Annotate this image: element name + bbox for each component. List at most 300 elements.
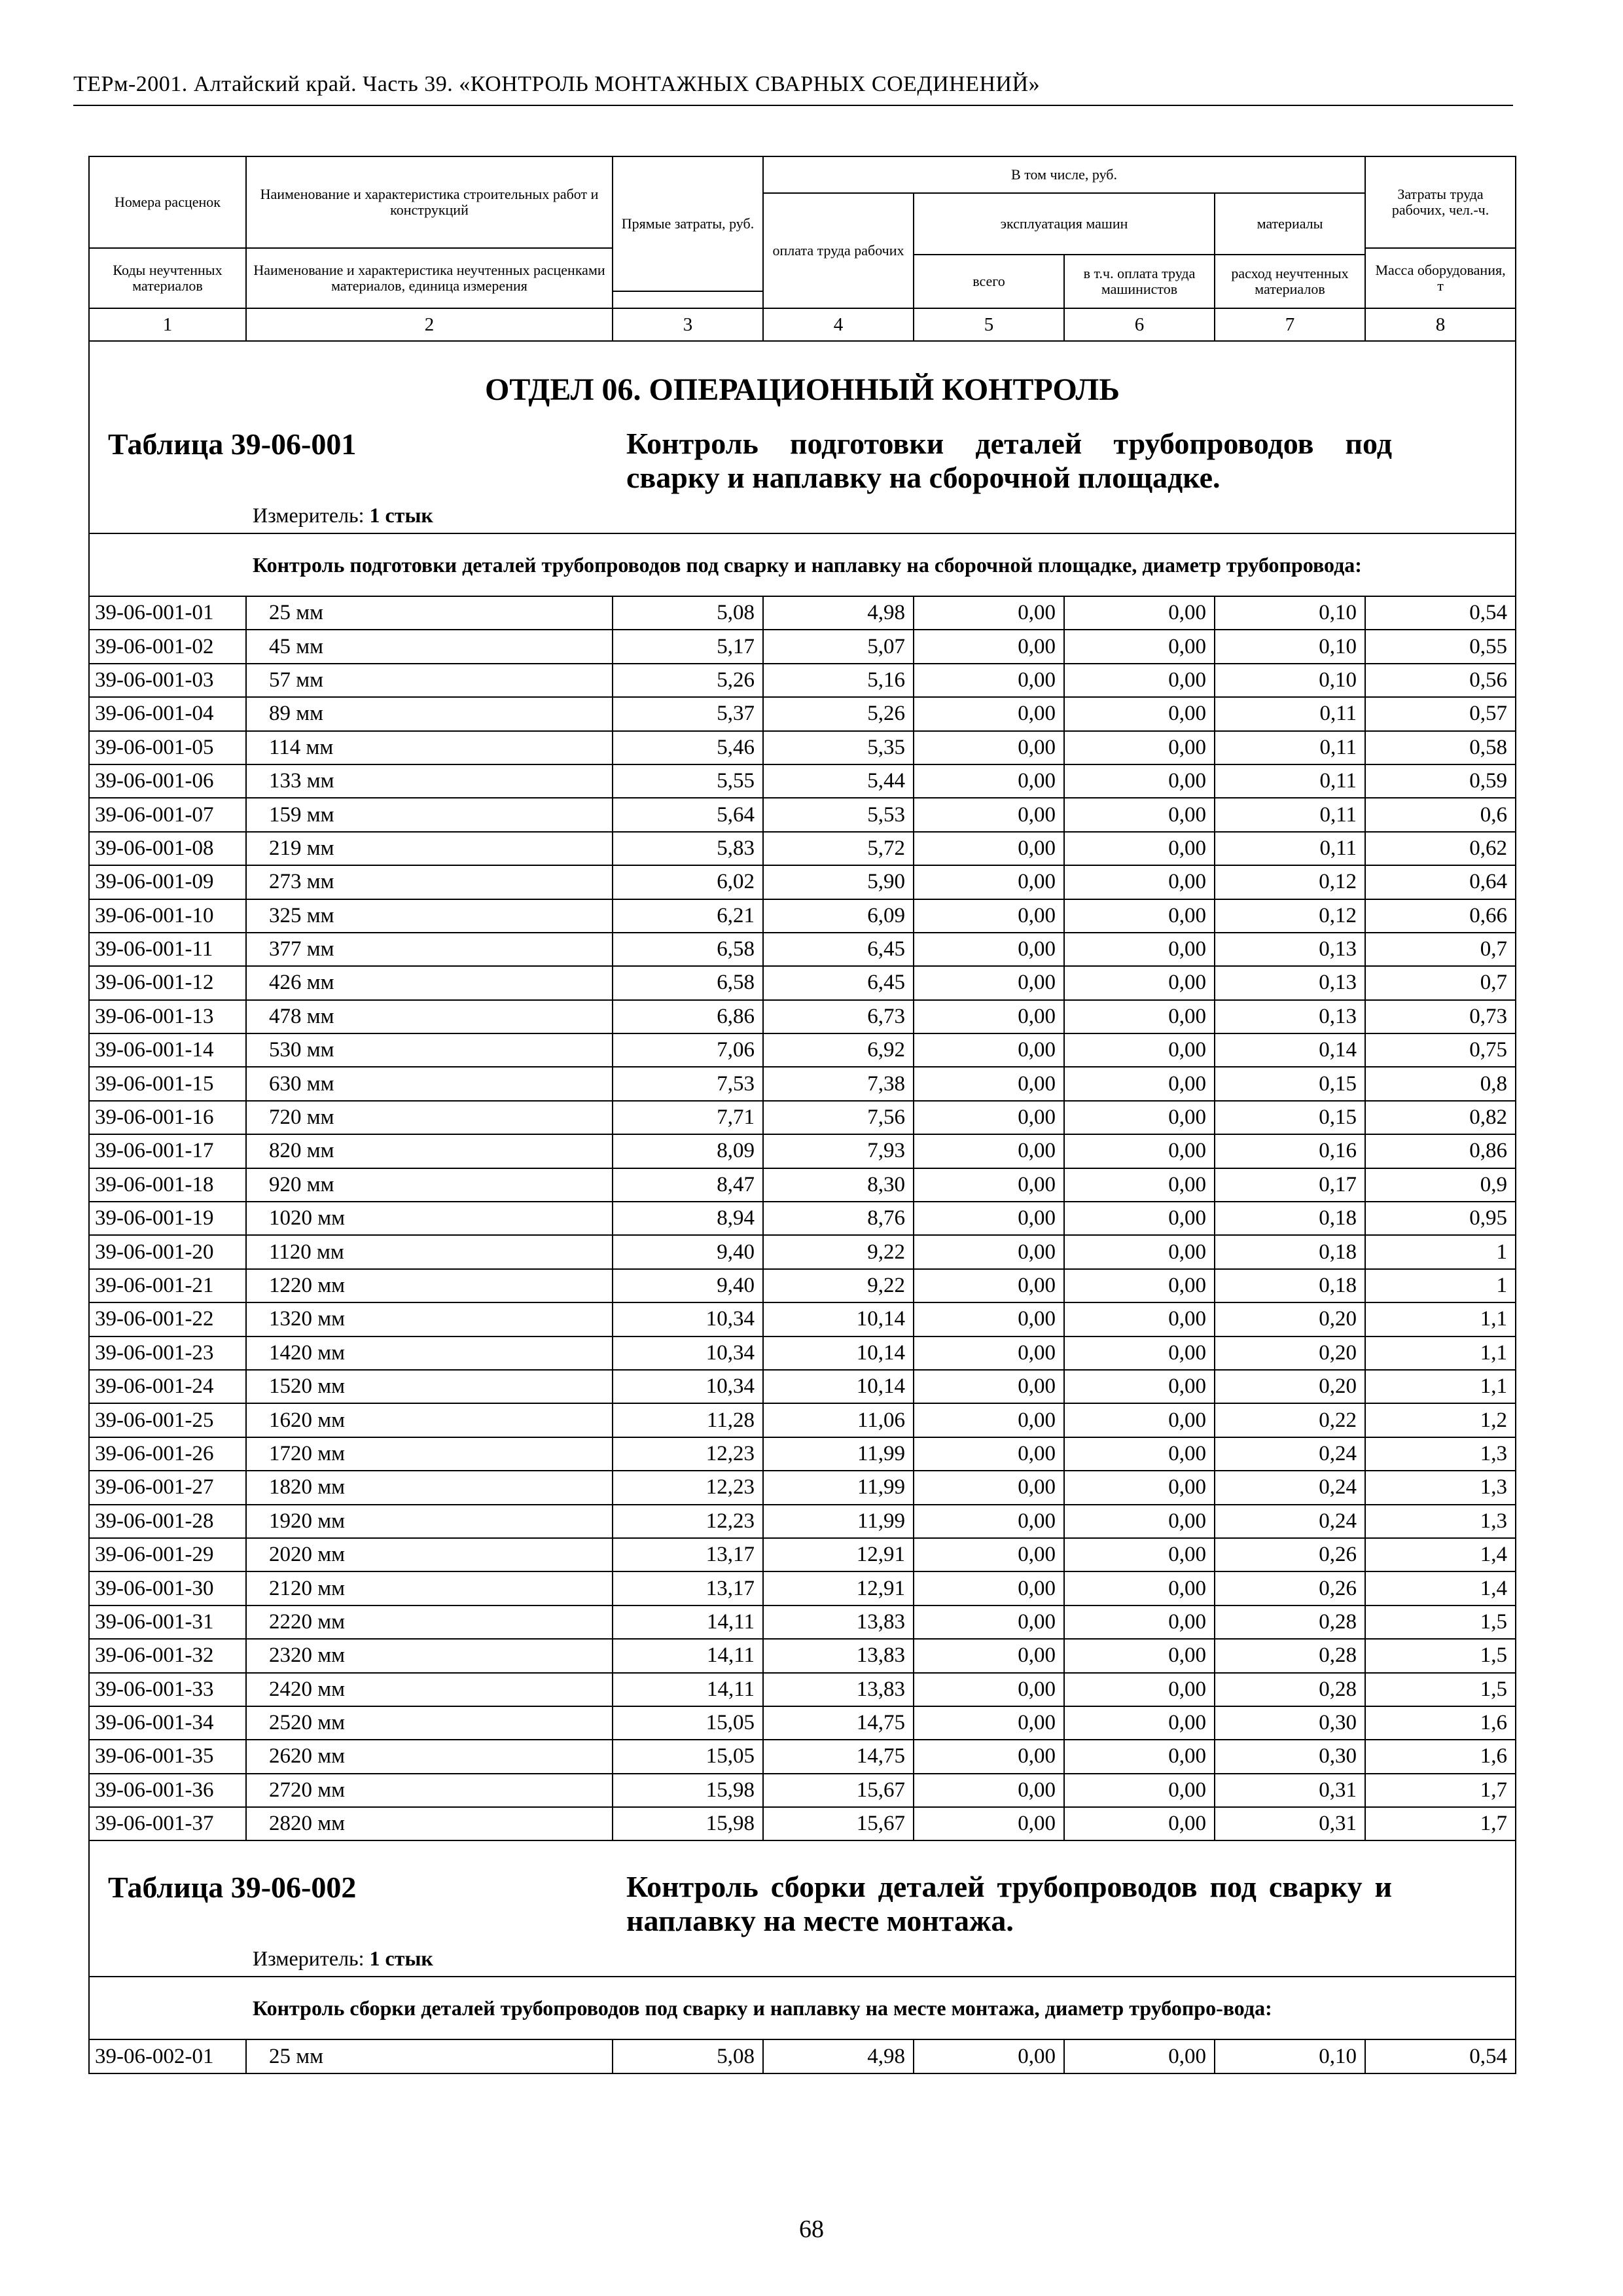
cell-materials: 0,20 — [1215, 1302, 1365, 1336]
cell-direct-costs: 9,40 — [613, 1269, 763, 1302]
table-row — [89, 1033, 1516, 1067]
cell-materials: 0,12 — [1215, 899, 1365, 933]
cell-labor-hours: 1,4 — [1365, 1571, 1516, 1605]
column-number: 4 — [763, 308, 914, 341]
cell-labor-hours: 1,1 — [1365, 1370, 1516, 1403]
cell-operator-pay: 0,00 — [1064, 966, 1215, 999]
cell-labor-hours: 1,1 — [1365, 1336, 1516, 1370]
cell-diameter: 2520 мм — [246, 1706, 613, 1740]
cell-rate-code: 39-06-001-10 — [89, 899, 246, 933]
cell-diameter: 820 мм — [246, 1134, 613, 1168]
cell-materials: 0,10 — [1215, 664, 1365, 697]
cell-machines-total: 0,00 — [914, 1067, 1064, 1100]
cell-machines-total: 0,00 — [914, 1168, 1064, 1202]
cell-machines-total: 0,00 — [914, 899, 1064, 933]
col-header-unaccounted-materials: расход неучтенных материалов — [1215, 255, 1365, 308]
table-row — [89, 1673, 1516, 1706]
table-row — [89, 1807, 1516, 1840]
cell-machines-total: 0,00 — [914, 865, 1064, 899]
header-rule — [73, 105, 1513, 106]
cell-machines-total: 0,00 — [914, 1202, 1064, 1235]
cell-machines-total: 0,00 — [914, 1437, 1064, 1471]
cell-worker-pay: 14,75 — [763, 1740, 914, 1773]
table-row — [89, 1471, 1516, 1504]
cell-worker-pay: 13,83 — [763, 1639, 914, 1672]
cell-operator-pay: 0,00 — [1064, 630, 1215, 663]
cell-operator-pay: 0,00 — [1064, 1505, 1215, 1538]
cell-labor-hours: 1 — [1365, 1269, 1516, 1302]
cell-diameter: 1720 мм — [246, 1437, 613, 1471]
table-row — [89, 1302, 1516, 1336]
cell-diameter: 630 мм — [246, 1067, 613, 1100]
cell-machines-total: 0,00 — [914, 1673, 1064, 1706]
cell-materials: 0,11 — [1215, 832, 1365, 865]
cell-labor-hours: 1,3 — [1365, 1505, 1516, 1538]
table-row — [89, 697, 1516, 730]
table-1-description: Контроль подготовки деталей трубопроводов под сварку и наплавку на сборочной площадке. — [626, 427, 1392, 494]
cell-materials: 0,18 — [1215, 1202, 1365, 1235]
cell-direct-costs: 14,11 — [613, 1605, 763, 1639]
cell-diameter: 89 мм — [246, 697, 613, 730]
cell-machines-total: 0,00 — [914, 1639, 1064, 1672]
table-row — [89, 798, 1516, 831]
cell-operator-pay: 0,00 — [1064, 1067, 1215, 1100]
cell-worker-pay: 9,22 — [763, 1269, 914, 1302]
cell-diameter: 133 мм — [246, 764, 613, 798]
table-row — [89, 1336, 1516, 1370]
section-title: ОТДЕЛ 06. ОПЕРАЦИОННЫЙ КОНТРОЛЬ — [485, 372, 1120, 407]
cell-operator-pay: 0,00 — [1064, 1639, 1215, 1672]
cell-materials: 0,15 — [1215, 1101, 1365, 1134]
cell-materials: 0,28 — [1215, 1605, 1365, 1639]
cell-rate-code: 39-06-001-30 — [89, 1571, 246, 1605]
cell-direct-costs: 6,86 — [613, 1000, 763, 1033]
table-row — [89, 933, 1516, 966]
cell-diameter: 57 мм — [246, 664, 613, 697]
cell-diameter: 2720 мм — [246, 1774, 613, 1807]
cell-labor-hours: 0,56 — [1365, 664, 1516, 697]
cell-labor-hours: 1,5 — [1365, 1673, 1516, 1706]
cell-diameter: 159 мм — [246, 798, 613, 831]
cell-operator-pay: 0,00 — [1064, 1202, 1215, 1235]
cell-materials: 0,26 — [1215, 1538, 1365, 1571]
cell-direct-costs: 6,02 — [613, 865, 763, 899]
table-row — [89, 731, 1516, 764]
col-header-machines: эксплуатация машин — [914, 193, 1215, 255]
cell-materials: 0,20 — [1215, 1336, 1365, 1370]
table-row — [89, 1740, 1516, 1773]
col-header-operator-pay: в т.ч. оплата труда машинистов — [1064, 255, 1215, 308]
cell-rate-code: 39-06-001-15 — [89, 1067, 246, 1100]
table-row — [89, 899, 1516, 933]
cell-labor-hours: 1,3 — [1365, 1471, 1516, 1504]
cell-rate-code: 39-06-001-09 — [89, 865, 246, 899]
column-number: 5 — [914, 308, 1064, 341]
table-1-rows — [89, 596, 1516, 1840]
cell-worker-pay: 13,83 — [763, 1605, 914, 1639]
cell-materials: 0,13 — [1215, 933, 1365, 966]
table-1-subheading: Контроль подготовки деталей трубопроводов под сварку и наплавку на сборочной площадке, диаметр трубопровода: — [89, 533, 1516, 596]
cell-machines-total: 0,00 — [914, 1134, 1064, 1168]
cell-rate-code: 39-06-001-18 — [89, 1168, 246, 1202]
cell-worker-pay: 11,99 — [763, 1437, 914, 1471]
cell-labor-hours: 1,2 — [1365, 1403, 1516, 1437]
table-1-header-block — [89, 341, 1516, 533]
cell-diameter: 920 мм — [246, 1168, 613, 1202]
cell-labor-hours: 0,86 — [1365, 1134, 1516, 1168]
cell-direct-costs: 7,71 — [613, 1101, 763, 1134]
cell-worker-pay: 6,09 — [763, 899, 914, 933]
cell-worker-pay: 4,98 — [763, 2039, 914, 2073]
col-header-material-codes: Коды неучтенных материалов — [89, 248, 246, 308]
cell-operator-pay: 0,00 — [1064, 731, 1215, 764]
cell-materials: 0,18 — [1215, 1235, 1365, 1268]
cell-direct-costs: 6,21 — [613, 899, 763, 933]
cell-materials: 0,26 — [1215, 1571, 1365, 1605]
cell-materials: 0,22 — [1215, 1403, 1365, 1437]
column-number: 2 — [246, 308, 613, 341]
cell-operator-pay: 0,00 — [1064, 1101, 1215, 1134]
table-2-meter: Измеритель: 1 стык — [253, 1946, 433, 1971]
cell-rate-code: 39-06-001-12 — [89, 966, 246, 999]
cell-materials: 0,28 — [1215, 1639, 1365, 1672]
cell-worker-pay: 7,56 — [763, 1101, 914, 1134]
table-row — [89, 1168, 1516, 1202]
table-2-subheading: Контроль сборки деталей трубопроводов под сварку и наплавку на месте монтажа, диаметр трубопро-вода: — [89, 1977, 1516, 2039]
table-row — [89, 1370, 1516, 1403]
cell-direct-costs: 15,98 — [613, 1807, 763, 1840]
cell-machines-total: 0,00 — [914, 1774, 1064, 1807]
cell-labor-hours: 1,1 — [1365, 1302, 1516, 1336]
cell-rate-code: 39-06-001-32 — [89, 1639, 246, 1672]
cell-worker-pay: 6,73 — [763, 1000, 914, 1033]
cell-operator-pay: 0,00 — [1064, 832, 1215, 865]
cell-rate-code: 39-06-001-02 — [89, 630, 246, 663]
table-2-rows — [89, 2039, 1516, 2073]
rates-sheet — [88, 156, 1515, 2074]
cell-machines-total: 0,00 — [914, 1605, 1064, 1639]
cell-rate-code: 39-06-001-36 — [89, 1774, 246, 1807]
cell-materials: 0,13 — [1215, 966, 1365, 999]
cell-materials: 0,11 — [1215, 731, 1365, 764]
cell-rate-code: 39-06-001-16 — [89, 1101, 246, 1134]
cell-materials: 0,24 — [1215, 1437, 1365, 1471]
cell-labor-hours: 0,57 — [1365, 697, 1516, 730]
rates-table — [88, 156, 1516, 2074]
cell-labor-hours: 0,73 — [1365, 1000, 1516, 1033]
cell-machines-total: 0,00 — [914, 1101, 1064, 1134]
cell-operator-pay: 0,00 — [1064, 1134, 1215, 1168]
table-row — [89, 2039, 1516, 2073]
col-header-work-name: Наименование и характеристика строительных работ и конструкций — [246, 156, 613, 248]
cell-rate-code: 39-06-001-01 — [89, 596, 246, 630]
cell-labor-hours: 1,5 — [1365, 1605, 1516, 1639]
cell-machines-total: 0,00 — [914, 1000, 1064, 1033]
table-1-meter: Измеритель: 1 стык — [253, 503, 433, 527]
cell-materials: 0,10 — [1215, 630, 1365, 663]
table-row — [89, 1774, 1516, 1807]
table-row — [89, 832, 1516, 865]
page-number: 68 — [799, 2215, 824, 2243]
cell-direct-costs: 6,58 — [613, 966, 763, 999]
cell-machines-total: 0,00 — [914, 764, 1064, 798]
cell-machines-total: 0,00 — [914, 1505, 1064, 1538]
cell-labor-hours: 0,7 — [1365, 966, 1516, 999]
cell-rate-code: 39-06-001-08 — [89, 832, 246, 865]
cell-worker-pay: 11,99 — [763, 1471, 914, 1504]
cell-direct-costs: 15,05 — [613, 1706, 763, 1740]
cell-operator-pay: 0,00 — [1064, 1740, 1215, 1773]
cell-operator-pay: 0,00 — [1064, 865, 1215, 899]
cell-direct-costs: 14,11 — [613, 1639, 763, 1672]
cell-diameter: 1220 мм — [246, 1269, 613, 1302]
table-2-description: Контроль сборки деталей трубопроводов под сварку и наплавку на месте монтажа. — [626, 1870, 1392, 1938]
cell-diameter: 1420 мм — [246, 1336, 613, 1370]
cell-labor-hours: 0,6 — [1365, 798, 1516, 831]
cell-direct-costs: 15,98 — [613, 1774, 763, 1807]
cell-rate-code: 39-06-001-07 — [89, 798, 246, 831]
cell-labor-hours: 1,3 — [1365, 1437, 1516, 1471]
cell-rate-code: 39-06-001-28 — [89, 1505, 246, 1538]
cell-worker-pay: 6,45 — [763, 966, 914, 999]
cell-machines-total: 0,00 — [914, 1571, 1064, 1605]
cell-labor-hours: 0,54 — [1365, 596, 1516, 630]
document-header-title: ТЕРм-2001. Алтайский край. Часть 39. «КОНТРОЛЬ МОНТАЖНЫХ СВАРНЫХ СОЕДИНЕНИЙ» — [73, 72, 1041, 96]
column-number: 3 — [613, 308, 763, 341]
cell-rate-code: 39-06-001-31 — [89, 1605, 246, 1639]
cell-labor-hours: 0,64 — [1365, 865, 1516, 899]
cell-worker-pay: 5,72 — [763, 832, 914, 865]
cell-labor-hours: 0,8 — [1365, 1067, 1516, 1100]
column-number: 6 — [1064, 308, 1215, 341]
cell-rate-code: 39-06-001-06 — [89, 764, 246, 798]
cell-rate-code: 39-06-002-01 — [89, 2039, 246, 2073]
cell-materials: 0,31 — [1215, 1774, 1365, 1807]
cell-machines-total: 0,00 — [914, 731, 1064, 764]
cell-machines-total: 0,00 — [914, 1370, 1064, 1403]
cell-diameter: 720 мм — [246, 1101, 613, 1134]
cell-materials: 0,10 — [1215, 596, 1365, 630]
cell-operator-pay: 0,00 — [1064, 1033, 1215, 1067]
column-number: 7 — [1215, 308, 1365, 341]
cell-operator-pay: 0,00 — [1064, 697, 1215, 730]
table-row — [89, 1235, 1516, 1268]
cell-operator-pay: 0,00 — [1064, 764, 1215, 798]
cell-operator-pay: 0,00 — [1064, 664, 1215, 697]
cell-machines-total: 0,00 — [914, 1302, 1064, 1336]
table-row — [89, 1067, 1516, 1100]
cell-operator-pay: 0,00 — [1064, 1571, 1215, 1605]
cell-materials: 0,14 — [1215, 1033, 1365, 1067]
cell-diameter: 25 мм — [246, 2039, 613, 2073]
cell-direct-costs: 8,09 — [613, 1134, 763, 1168]
cell-operator-pay: 0,00 — [1064, 933, 1215, 966]
cell-direct-costs: 11,28 — [613, 1403, 763, 1437]
cell-worker-pay: 9,22 — [763, 1235, 914, 1268]
cell-worker-pay: 5,07 — [763, 630, 914, 663]
table-row — [89, 1538, 1516, 1571]
cell-operator-pay: 0,00 — [1064, 798, 1215, 831]
cell-operator-pay: 0,00 — [1064, 1774, 1215, 1807]
cell-diameter: 25 мм — [246, 596, 613, 630]
cell-diameter: 1020 мм — [246, 1202, 613, 1235]
cell-labor-hours: 0,95 — [1365, 1202, 1516, 1235]
cell-direct-costs: 5,64 — [613, 798, 763, 831]
cell-operator-pay: 0,00 — [1064, 2039, 1215, 2073]
cell-labor-hours: 0,62 — [1365, 832, 1516, 865]
cell-diameter: 2020 мм — [246, 1538, 613, 1571]
col-header-rate-numbers: Номера расценок — [89, 156, 246, 248]
col-header-labor-hours: Затраты труда рабочих, чел.-ч. — [1365, 156, 1516, 248]
cell-operator-pay: 0,00 — [1064, 1168, 1215, 1202]
col-header-materials: материалы — [1215, 193, 1365, 255]
cell-materials: 0,12 — [1215, 865, 1365, 899]
cell-rate-code: 39-06-001-05 — [89, 731, 246, 764]
cell-diameter: 1120 мм — [246, 1235, 613, 1268]
cell-direct-costs: 5,37 — [613, 697, 763, 730]
cell-worker-pay: 5,16 — [763, 664, 914, 697]
cell-materials: 0,17 — [1215, 1168, 1365, 1202]
cell-machines-total: 0,00 — [914, 832, 1064, 865]
cell-rate-code: 39-06-001-17 — [89, 1134, 246, 1168]
cell-labor-hours: 1,7 — [1365, 1774, 1516, 1807]
cell-diameter: 45 мм — [246, 630, 613, 663]
cell-worker-pay: 10,14 — [763, 1370, 914, 1403]
cell-worker-pay: 5,53 — [763, 798, 914, 831]
cell-operator-pay: 0,00 — [1064, 899, 1215, 933]
table-2-number: Таблица 39-06-002 — [108, 1871, 357, 1905]
cell-direct-costs: 10,34 — [613, 1370, 763, 1403]
col-header-material-name: Наименование и характеристика неучтенных расценками материалов, единица измерения — [246, 248, 613, 308]
cell-labor-hours: 0,66 — [1365, 899, 1516, 933]
cell-worker-pay: 10,14 — [763, 1336, 914, 1370]
table-2-header-block — [89, 1840, 1516, 1977]
cell-labor-hours: 1,4 — [1365, 1538, 1516, 1571]
cell-diameter: 1520 мм — [246, 1370, 613, 1403]
cell-rate-code: 39-06-001-22 — [89, 1302, 246, 1336]
cell-machines-total: 0,00 — [914, 1403, 1064, 1437]
cell-diameter: 219 мм — [246, 832, 613, 865]
cell-labor-hours: 0,58 — [1365, 731, 1516, 764]
cell-labor-hours: 1,6 — [1365, 1740, 1516, 1773]
cell-rate-code: 39-06-001-24 — [89, 1370, 246, 1403]
cell-direct-costs: 8,47 — [613, 1168, 763, 1202]
cell-labor-hours: 0,82 — [1365, 1101, 1516, 1134]
table-row — [89, 1403, 1516, 1437]
cell-worker-pay: 8,76 — [763, 1202, 914, 1235]
cell-labor-hours: 0,7 — [1365, 933, 1516, 966]
cell-machines-total: 0,00 — [914, 966, 1064, 999]
cell-materials: 0,10 — [1215, 2039, 1365, 2073]
cell-direct-costs: 13,17 — [613, 1538, 763, 1571]
cell-diameter: 2420 мм — [246, 1673, 613, 1706]
table-row — [89, 865, 1516, 899]
table-row — [89, 966, 1516, 999]
cell-direct-costs: 12,23 — [613, 1505, 763, 1538]
cell-direct-costs: 10,34 — [613, 1336, 763, 1370]
table-1-number: Таблица 39-06-001 — [108, 427, 357, 461]
cell-operator-pay: 0,00 — [1064, 1437, 1215, 1471]
cell-materials: 0,11 — [1215, 764, 1365, 798]
cell-direct-costs: 5,46 — [613, 731, 763, 764]
cell-diameter: 114 мм — [246, 731, 613, 764]
cell-labor-hours: 1,6 — [1365, 1706, 1516, 1740]
col-header-machines-total: всего — [914, 255, 1064, 308]
cell-worker-pay: 13,83 — [763, 1673, 914, 1706]
cell-operator-pay: 0,00 — [1064, 1538, 1215, 1571]
cell-direct-costs: 6,58 — [613, 933, 763, 966]
cell-worker-pay: 6,45 — [763, 933, 914, 966]
cell-machines-total: 0,00 — [914, 1740, 1064, 1773]
cell-materials: 0,24 — [1215, 1505, 1365, 1538]
cell-worker-pay: 15,67 — [763, 1774, 914, 1807]
cell-diameter: 1320 мм — [246, 1302, 613, 1336]
cell-materials: 0,20 — [1215, 1370, 1365, 1403]
cell-operator-pay: 0,00 — [1064, 1235, 1215, 1268]
cell-worker-pay: 11,06 — [763, 1403, 914, 1437]
cell-operator-pay: 0,00 — [1064, 1673, 1215, 1706]
cell-worker-pay: 4,98 — [763, 596, 914, 630]
cell-worker-pay: 7,93 — [763, 1134, 914, 1168]
cell-materials: 0,31 — [1215, 1807, 1365, 1840]
cell-operator-pay: 0,00 — [1064, 1605, 1215, 1639]
cell-rate-code: 39-06-001-03 — [89, 664, 246, 697]
cell-materials: 0,15 — [1215, 1067, 1365, 1100]
cell-direct-costs: 12,23 — [613, 1437, 763, 1471]
cell-rate-code: 39-06-001-27 — [89, 1471, 246, 1504]
cell-direct-costs: 10,34 — [613, 1302, 763, 1336]
cell-diameter: 1920 мм — [246, 1505, 613, 1538]
cell-materials: 0,18 — [1215, 1269, 1365, 1302]
cell-direct-costs: 5,55 — [613, 764, 763, 798]
cell-rate-code: 39-06-001-33 — [89, 1673, 246, 1706]
cell-direct-costs: 7,53 — [613, 1067, 763, 1100]
cell-worker-pay: 5,35 — [763, 731, 914, 764]
table-row — [89, 630, 1516, 663]
cell-machines-total: 0,00 — [914, 1706, 1064, 1740]
cell-labor-hours: 0,9 — [1365, 1168, 1516, 1202]
cell-worker-pay: 12,91 — [763, 1571, 914, 1605]
cell-labor-hours: 0,59 — [1365, 764, 1516, 798]
table-row — [89, 1269, 1516, 1302]
cell-labor-hours: 0,54 — [1365, 2039, 1516, 2073]
cell-machines-total: 0,00 — [914, 1235, 1064, 1268]
cell-direct-costs: 5,08 — [613, 596, 763, 630]
table-row — [89, 1706, 1516, 1740]
cell-worker-pay: 7,38 — [763, 1067, 914, 1100]
table-row — [89, 1605, 1516, 1639]
table-row — [89, 596, 1516, 630]
cell-materials: 0,30 — [1215, 1740, 1365, 1773]
cell-diameter: 1820 мм — [246, 1471, 613, 1504]
cell-rate-code: 39-06-001-20 — [89, 1235, 246, 1268]
table-row — [89, 1505, 1516, 1538]
cell-direct-costs: 15,05 — [613, 1740, 763, 1773]
cell-diameter: 2320 мм — [246, 1639, 613, 1672]
cell-materials: 0,30 — [1215, 1706, 1365, 1740]
cell-rate-code: 39-06-001-11 — [89, 933, 246, 966]
cell-worker-pay: 6,92 — [763, 1033, 914, 1067]
column-numbers-row — [89, 308, 1516, 341]
col-header-including: В том числе, руб. — [763, 156, 1365, 193]
table-row — [89, 1202, 1516, 1235]
cell-worker-pay: 14,75 — [763, 1706, 914, 1740]
cell-operator-pay: 0,00 — [1064, 1471, 1215, 1504]
cell-diameter: 2820 мм — [246, 1807, 613, 1840]
cell-machines-total: 0,00 — [914, 798, 1064, 831]
cell-direct-costs: 5,08 — [613, 2039, 763, 2073]
cell-direct-costs: 7,06 — [613, 1033, 763, 1067]
